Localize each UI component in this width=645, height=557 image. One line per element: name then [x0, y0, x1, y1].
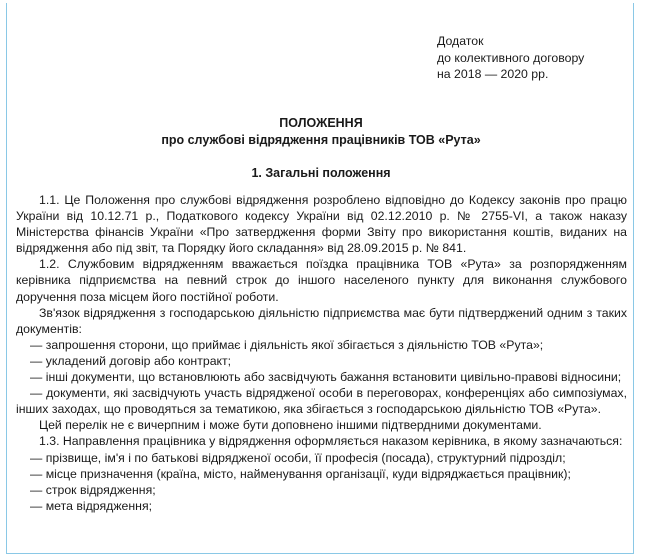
paragraph-1-1: 1.1. Це Положення про службові відрядження розроблено відповідно до Кодексу законів про працю України від 10.12.71 р., Податкового кодексу України від 02.12.2010 р. № 2755-VI, а також наказу Міністерства фінансів України «Про затвердження форми Звіту про використання коштів, виданих на відрядження або під звіт, та Порядку його складання» від 28.09.2015 р. № 841.: [16, 193, 627, 256]
annex-line-2: до колективного договору: [437, 50, 585, 65]
list-item: — строк відрядження;: [30, 482, 156, 497]
paragraph-non-exhaustive: Цей перелік не є вичерпним і може бути доповнено іншими підтвердними документами.: [39, 418, 542, 433]
list-item: — прізвище, ім'я і по батькові відрядженої особи, її професія (посада), структурний підрозділ;: [30, 450, 566, 465]
annex-note: [437, 33, 584, 83]
document-title: ПОЛОЖЕННЯ: [279, 116, 363, 130]
list-item: — укладений договір або контракт;: [30, 353, 232, 368]
document-page: [6, 3, 634, 554]
document-subtitle: про службові відрядження працівників ТОВ «Рута»: [161, 133, 481, 147]
list-item: — запрошення сторони, що приймає і діяльність якої збігається з діяльністю ТОВ «Рута»;: [30, 337, 544, 352]
list-item: — мета відрядження;: [30, 498, 153, 513]
list-item: — місце призначення (країна, місто, найменування організації, куди відряджається працівник);: [30, 466, 571, 481]
paragraph-1-2: 1.2. Службовим відрядженням вважається поїздка працівника ТОВ «Рута» за розпорядженням керівника підприємства на певний строк до іншого населеного пункту для виконання службового доручення поза місцем його постійної роботи.: [16, 257, 627, 304]
annex-line-1: Додаток: [437, 34, 484, 48]
list-item: — документи, які засвідчують участь відрядженої особи в переговорах, конференціях або симпозіумах, інших заходах, що проводяться за тематикою, яка збігається з господарською діяльністю ТОВ «Рута».: [16, 386, 627, 417]
document-body: [16, 192, 627, 514]
list-item: — інші документи, що встановлюють або засвідчують бажання встановити цивільно-правові відносини;: [30, 370, 622, 385]
paragraph-1-3: 1.3. Направлення працівника у відрядження оформляється наказом керівника, в якому зазначаються:: [39, 434, 623, 449]
paragraph-link-docs: Зв'язок відрядження з господарською діяльністю підприємства має бути підтверджений одним з таких документів:: [16, 305, 627, 336]
section-heading: 1. Загальні положення: [251, 166, 391, 180]
annex-line-3: на 2018 — 2020 рр.: [437, 67, 549, 81]
